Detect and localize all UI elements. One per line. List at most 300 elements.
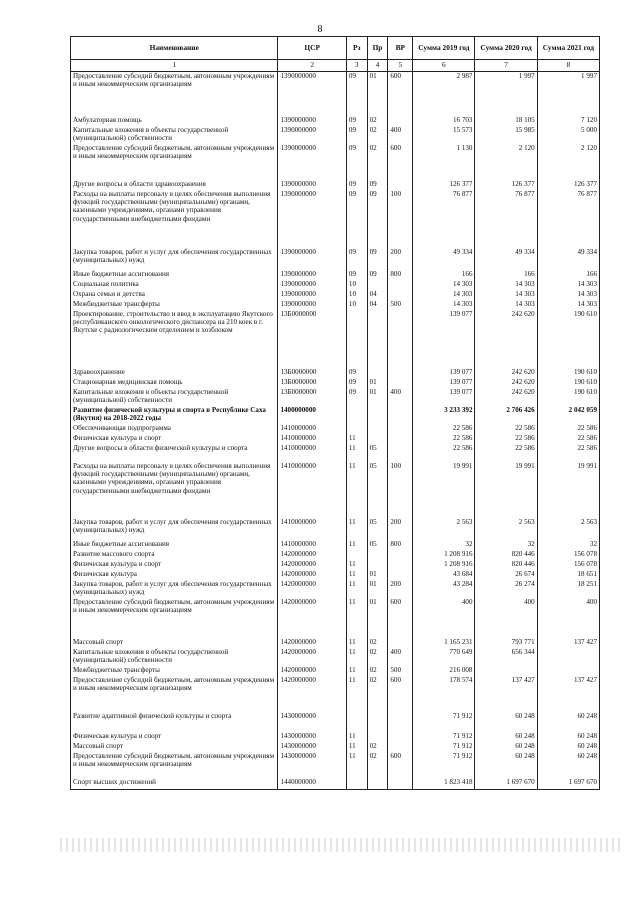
cell-pr <box>367 368 388 378</box>
cell-rz: 11 <box>346 638 367 648</box>
column-number: 1 <box>71 60 278 72</box>
cell-name: Закупка товаров, работ и услуг для обеспечения государственных (муниципальных) нужд <box>71 580 278 598</box>
cell-csr: 1430000000 <box>278 712 346 732</box>
cell-csr: 1420000000 <box>278 598 346 638</box>
table-row <box>71 290 600 300</box>
cell-pr: 02 <box>367 752 388 778</box>
table-row <box>71 270 600 280</box>
cell-csr: 1420000000 <box>278 560 346 570</box>
cell-rz: 09 <box>346 116 367 126</box>
cell-sum-2021: 5 000 <box>537 126 599 144</box>
cell-vr: 400 <box>388 126 413 144</box>
cell-pr <box>367 434 388 444</box>
cell-rz: 11 <box>346 580 367 598</box>
table-row <box>71 144 600 180</box>
header-csr: ЦСР <box>278 37 346 60</box>
cell-vr: 200 <box>388 518 413 540</box>
cell-name: Физическая культура и спорт <box>71 560 278 570</box>
cell-pr <box>367 424 388 434</box>
cell-sum-2019: 1 823 418 <box>413 778 475 790</box>
cell-sum-2020: 242 620 <box>475 310 537 368</box>
cell-name: Социальная политика <box>71 280 278 290</box>
cell-pr <box>367 778 388 790</box>
cell-name: Межбюджетные трансферты <box>71 666 278 676</box>
cell-sum-2020: 1 997 <box>475 72 537 116</box>
cell-pr: 04 <box>367 300 388 310</box>
cell-rz: 09 <box>346 368 367 378</box>
cell-sum-2019: 1 130 <box>413 144 475 180</box>
table-row <box>71 190 600 248</box>
cell-sum-2021: 32 <box>537 540 599 550</box>
cell-sum-2021: 1 697 670 <box>537 778 599 790</box>
cell-sum-2019: 71 912 <box>413 742 475 752</box>
cell-sum-2020: 820 446 <box>475 550 537 560</box>
cell-rz <box>346 550 367 560</box>
cell-rz: 09 <box>346 180 367 190</box>
cell-sum-2019: 71 912 <box>413 732 475 742</box>
cell-csr: 1420000000 <box>278 580 346 598</box>
cell-vr <box>388 280 413 290</box>
cell-sum-2021: 400 <box>537 598 599 638</box>
table-row <box>71 406 600 424</box>
cell-name: Предоставление субсидий бюджетным, автономным учреждениям и иным некоммерческим организациям <box>71 676 278 712</box>
cell-rz <box>346 778 367 790</box>
cell-name: Обеспечивающая подпрограмма <box>71 424 278 434</box>
cell-name: Здравоохранение <box>71 368 278 378</box>
cell-sum-2021: 2 042 059 <box>537 406 599 424</box>
header-pr: Пр <box>367 37 388 60</box>
cell-name: Стационарная медицинская помощь <box>71 378 278 388</box>
cell-rz: 09 <box>346 248 367 270</box>
cell-sum-2021: 18 651 <box>537 570 599 580</box>
cell-sum-2019: 19 991 <box>413 462 475 518</box>
cell-sum-2019: 76 877 <box>413 190 475 248</box>
cell-rz: 09 <box>346 144 367 180</box>
cell-sum-2019: 2 563 <box>413 518 475 540</box>
cell-pr <box>367 712 388 732</box>
cell-sum-2020: 242 620 <box>475 388 537 406</box>
cell-name: Предоставление субсидий бюджетным, автономным учреждениям и иным некоммерческим организациям <box>71 598 278 638</box>
cell-rz: 11 <box>346 540 367 550</box>
cell-vr: 100 <box>388 462 413 518</box>
table-row <box>71 126 600 144</box>
cell-csr: 1390000000 <box>278 126 346 144</box>
cell-pr: 04 <box>367 290 388 300</box>
cell-sum-2020: 2 706 426 <box>475 406 537 424</box>
cell-csr: 1390000000 <box>278 300 346 310</box>
table-body <box>71 72 600 790</box>
cell-sum-2020: 19 991 <box>475 462 537 518</box>
table-row <box>71 638 600 648</box>
cell-vr: 600 <box>388 72 413 116</box>
table-row <box>71 732 600 742</box>
cell-sum-2019: 22 586 <box>413 434 475 444</box>
cell-csr: 1390000000 <box>278 248 346 270</box>
cell-sum-2021 <box>537 648 599 666</box>
cell-pr: 02 <box>367 638 388 648</box>
cell-sum-2019: 15 573 <box>413 126 475 144</box>
cell-sum-2021: 60 248 <box>537 712 599 732</box>
cell-sum-2021 <box>537 666 599 676</box>
cell-name: Физическая культура <box>71 570 278 580</box>
column-number: 8 <box>537 60 599 72</box>
cell-csr: 1390000000 <box>278 290 346 300</box>
cell-pr: 02 <box>367 648 388 666</box>
cell-sum-2019: 139 077 <box>413 310 475 368</box>
cell-pr <box>367 560 388 570</box>
cell-sum-2019: 43 284 <box>413 580 475 598</box>
cell-sum-2021: 2 120 <box>537 144 599 180</box>
cell-sum-2019: 14 303 <box>413 300 475 310</box>
cell-sum-2019: 43 684 <box>413 570 475 580</box>
table-row <box>71 116 600 126</box>
table-row <box>71 598 600 638</box>
cell-pr: 01 <box>367 570 388 580</box>
cell-sum-2020: 22 586 <box>475 424 537 434</box>
cell-sum-2020 <box>475 666 537 676</box>
cell-vr: 400 <box>388 648 413 666</box>
cell-sum-2019: 1 165 231 <box>413 638 475 648</box>
cell-sum-2020: 49 334 <box>475 248 537 270</box>
cell-sum-2019: 71 912 <box>413 712 475 732</box>
cell-vr <box>388 712 413 732</box>
cell-sum-2019: 1 208 916 <box>413 560 475 570</box>
cell-csr: 13Б0000000 <box>278 310 346 368</box>
cell-rz: 11 <box>346 752 367 778</box>
cell-sum-2021: 19 991 <box>537 462 599 518</box>
cell-sum-2019: 22 586 <box>413 424 475 434</box>
cell-pr <box>367 310 388 368</box>
cell-pr: 02 <box>367 742 388 752</box>
table-row <box>71 310 600 368</box>
cell-rz <box>346 712 367 732</box>
cell-csr: 1410000000 <box>278 462 346 518</box>
cell-sum-2020: 1 697 670 <box>475 778 537 790</box>
cell-pr <box>367 732 388 742</box>
table-row <box>71 424 600 434</box>
cell-vr: 800 <box>388 540 413 550</box>
cell-sum-2019: 16 703 <box>413 116 475 126</box>
cell-csr: 1420000000 <box>278 676 346 712</box>
table-row <box>71 280 600 290</box>
cell-rz: 09 <box>346 126 367 144</box>
cell-sum-2021: 60 248 <box>537 742 599 752</box>
table-row <box>71 300 600 310</box>
cell-sum-2020: 793 771 <box>475 638 537 648</box>
table-row <box>71 712 600 732</box>
header-sum-2020: Сумма 2020 год <box>475 37 537 60</box>
cell-vr: 500 <box>388 300 413 310</box>
cell-name: Охрана семьи и детства <box>71 290 278 300</box>
cell-csr: 1410000000 <box>278 518 346 540</box>
cell-rz: 11 <box>346 444 367 462</box>
cell-csr: 1430000000 <box>278 742 346 752</box>
cell-csr: 1410000000 <box>278 424 346 434</box>
cell-csr: 13Б0000000 <box>278 388 346 406</box>
cell-sum-2020: 26 674 <box>475 570 537 580</box>
cell-sum-2019: 126 377 <box>413 180 475 190</box>
cell-sum-2021: 60 248 <box>537 752 599 778</box>
page-number: 8 <box>317 24 323 35</box>
table-row <box>71 666 600 676</box>
table-row <box>71 444 600 462</box>
cell-csr: 1420000000 <box>278 648 346 666</box>
cell-csr: 1400000000 <box>278 406 346 424</box>
cell-rz: 11 <box>346 570 367 580</box>
cell-pr: 05 <box>367 462 388 518</box>
table-row <box>71 550 600 560</box>
table-row <box>71 752 600 778</box>
cell-sum-2020: 14 303 <box>475 290 537 300</box>
cell-name: Закупка товаров, работ и услуг для обеспечения государственных (муниципальных) нужд <box>71 518 278 540</box>
cell-rz: 11 <box>346 518 367 540</box>
cell-vr: 400 <box>388 388 413 406</box>
cell-sum-2019: 139 077 <box>413 388 475 406</box>
cell-name: Расходы на выплаты персоналу в целях обеспечения выполнения функций государственными (муниципальными) органами, казенными учреждениями, органами управления государственными внебюджетными фондами <box>71 190 278 248</box>
cell-name: Развитие адаптивной физической культуры и спорта <box>71 712 278 732</box>
cell-sum-2021: 166 <box>537 270 599 280</box>
cell-sum-2019: 2 987 <box>413 72 475 116</box>
cell-rz: 09 <box>346 388 367 406</box>
cell-name: Капитальные вложения в объекты государственной (муниципальной) собственности <box>71 126 278 144</box>
cell-vr <box>388 180 413 190</box>
cell-sum-2021: 126 377 <box>537 180 599 190</box>
cell-csr: 1390000000 <box>278 144 346 180</box>
cell-pr: 05 <box>367 444 388 462</box>
cell-vr <box>388 560 413 570</box>
budget-table <box>70 36 600 790</box>
cell-rz <box>346 310 367 368</box>
cell-sum-2021: 190 610 <box>537 388 599 406</box>
header-sum-2019: Сумма 2019 год <box>413 37 475 60</box>
cell-name: Проектирование, строительство и ввод в эксплуатацию Якутского республиканского онкологического диспансера на 210 коек в г. Якутске с радиологическим отделением и хозблоком <box>71 310 278 368</box>
cell-rz: 11 <box>346 462 367 518</box>
cell-vr <box>388 444 413 462</box>
cell-csr: 1420000000 <box>278 638 346 648</box>
cell-vr <box>388 116 413 126</box>
cell-sum-2021: 14 303 <box>537 300 599 310</box>
cell-sum-2021: 2 563 <box>537 518 599 540</box>
table-row <box>71 580 600 598</box>
cell-pr <box>367 280 388 290</box>
cell-sum-2019: 71 912 <box>413 752 475 778</box>
cell-vr: 600 <box>388 598 413 638</box>
cell-csr: 1420000000 <box>278 666 346 676</box>
cell-vr <box>388 310 413 368</box>
cell-pr: 01 <box>367 72 388 116</box>
cell-sum-2020: 242 620 <box>475 378 537 388</box>
cell-sum-2020: 18 105 <box>475 116 537 126</box>
cell-rz: 10 <box>346 290 367 300</box>
cell-sum-2019: 22 586 <box>413 444 475 462</box>
cell-sum-2019: 1 208 916 <box>413 550 475 560</box>
cell-sum-2020: 820 446 <box>475 560 537 570</box>
cell-sum-2020: 26 274 <box>475 580 537 598</box>
cell-sum-2019: 216 008 <box>413 666 475 676</box>
cell-rz: 09 <box>346 378 367 388</box>
cell-sum-2021: 156 078 <box>537 550 599 560</box>
cell-sum-2021: 190 610 <box>537 378 599 388</box>
cell-pr: 02 <box>367 116 388 126</box>
table-row <box>71 368 600 378</box>
cell-vr: 200 <box>388 248 413 270</box>
cell-pr: 02 <box>367 666 388 676</box>
cell-sum-2021: 14 303 <box>537 280 599 290</box>
cell-csr: 1390000000 <box>278 190 346 248</box>
cell-sum-2019: 14 303 <box>413 290 475 300</box>
cell-vr: 200 <box>388 580 413 598</box>
header-vr: ВР <box>388 37 413 60</box>
cell-sum-2021: 137 427 <box>537 638 599 648</box>
cell-rz: 11 <box>346 742 367 752</box>
cell-name: Расходы на выплаты персоналу в целях обеспечения выполнения функций государственными (муниципальными) органами, казенными учреждениями, органами управления государственными внебюджетными фондами <box>71 462 278 518</box>
cell-vr <box>388 742 413 752</box>
cell-sum-2020: 15 985 <box>475 126 537 144</box>
cell-vr <box>388 434 413 444</box>
cell-pr: 09 <box>367 248 388 270</box>
cell-vr <box>388 378 413 388</box>
cell-vr <box>388 570 413 580</box>
table-row <box>71 742 600 752</box>
cell-rz: 11 <box>346 434 367 444</box>
cell-name: Иные бюджетные ассигнования <box>71 540 278 550</box>
cell-name: Спорт высших достижений <box>71 778 278 790</box>
column-number: 3 <box>346 60 367 72</box>
cell-sum-2019: 49 334 <box>413 248 475 270</box>
cell-rz: 11 <box>346 598 367 638</box>
cell-vr: 600 <box>388 144 413 180</box>
table-row <box>71 72 600 116</box>
cell-pr: 02 <box>367 676 388 712</box>
cell-sum-2019: 32 <box>413 540 475 550</box>
cell-sum-2021: 22 586 <box>537 424 599 434</box>
table-row <box>71 462 600 518</box>
table-row <box>71 518 600 540</box>
cell-csr: 1390000000 <box>278 72 346 116</box>
cell-sum-2019: 166 <box>413 270 475 280</box>
cell-sum-2020: 22 586 <box>475 434 537 444</box>
cell-vr <box>388 406 413 424</box>
cell-name: Иные бюджетные ассигнования <box>71 270 278 280</box>
table-row <box>71 248 600 270</box>
column-number: 4 <box>367 60 388 72</box>
scan-artifact <box>60 838 620 852</box>
cell-rz: 09 <box>346 72 367 116</box>
cell-csr: 1390000000 <box>278 180 346 190</box>
cell-csr: 1420000000 <box>278 570 346 580</box>
cell-sum-2021: 18 251 <box>537 580 599 598</box>
column-number: 2 <box>278 60 346 72</box>
cell-csr: 1390000000 <box>278 280 346 290</box>
cell-name: Развитие физической культуры и спорта в Республике Саха (Якутия) на 2018-2022 годы <box>71 406 278 424</box>
cell-sum-2021: 14 303 <box>537 290 599 300</box>
cell-rz: 09 <box>346 270 367 280</box>
cell-vr <box>388 550 413 560</box>
cell-pr: 02 <box>367 144 388 180</box>
cell-name: Капитальные вложения в объекты государственной (муниципальной) собственности <box>71 388 278 406</box>
cell-sum-2020: 2 120 <box>475 144 537 180</box>
cell-sum-2020: 14 303 <box>475 300 537 310</box>
cell-sum-2020: 22 586 <box>475 444 537 462</box>
cell-pr: 01 <box>367 580 388 598</box>
cell-pr: 09 <box>367 270 388 280</box>
cell-pr: 09 <box>367 190 388 248</box>
cell-vr: 600 <box>388 752 413 778</box>
cell-sum-2019: 14 303 <box>413 280 475 290</box>
cell-sum-2021: 137 427 <box>537 676 599 712</box>
cell-sum-2020: 2 563 <box>475 518 537 540</box>
cell-rz <box>346 406 367 424</box>
cell-name: Развитие массового спорта <box>71 550 278 560</box>
table-header <box>71 37 600 72</box>
cell-csr: 13Б0000000 <box>278 378 346 388</box>
table-row <box>71 388 600 406</box>
cell-sum-2021: 156 078 <box>537 560 599 570</box>
cell-sum-2020: 76 877 <box>475 190 537 248</box>
header-rz: Рз <box>346 37 367 60</box>
table-row <box>71 378 600 388</box>
column-number: 6 <box>413 60 475 72</box>
cell-csr: 1410000000 <box>278 434 346 444</box>
cell-vr: 500 <box>388 666 413 676</box>
cell-rz: 11 <box>346 732 367 742</box>
cell-csr: 1390000000 <box>278 116 346 126</box>
cell-sum-2021: 22 586 <box>537 434 599 444</box>
cell-sum-2020: 60 248 <box>475 732 537 742</box>
header-name: Наименование <box>71 37 278 60</box>
table-row <box>71 560 600 570</box>
cell-sum-2020: 60 248 <box>475 712 537 732</box>
header-sum-2021: Сумма 2021 год <box>537 37 599 60</box>
cell-rz <box>346 424 367 434</box>
cell-name: Закупка товаров, работ и услуг для обеспечения государственных (муниципальных) нужд <box>71 248 278 270</box>
cell-name: Предоставление субсидий бюджетным, автономным учреждениям и иным некоммерческим организациям <box>71 144 278 180</box>
cell-pr: 09 <box>367 180 388 190</box>
cell-pr: 01 <box>367 378 388 388</box>
table-row <box>71 180 600 190</box>
cell-sum-2020: 60 248 <box>475 752 537 778</box>
cell-sum-2021: 1 997 <box>537 72 599 116</box>
cell-vr: 800 <box>388 270 413 280</box>
cell-vr <box>388 638 413 648</box>
cell-sum-2020: 126 377 <box>475 180 537 190</box>
cell-name: Предоставление субсидий бюджетным, автономным учреждениям и иным некоммерческим организациям <box>71 752 278 778</box>
cell-name: Другие вопросы в области физической культуры и спорта <box>71 444 278 462</box>
cell-sum-2021: 22 586 <box>537 444 599 462</box>
table-row <box>71 648 600 666</box>
cell-csr: 13Б0000000 <box>278 368 346 378</box>
cell-sum-2020: 60 248 <box>475 742 537 752</box>
cell-csr: 1430000000 <box>278 732 346 742</box>
cell-pr <box>367 406 388 424</box>
cell-sum-2019: 770 649 <box>413 648 475 666</box>
cell-rz: 11 <box>346 560 367 570</box>
column-number: 7 <box>475 60 537 72</box>
cell-name: Межбюджетные трансферты <box>71 300 278 310</box>
cell-sum-2020: 242 620 <box>475 368 537 378</box>
cell-csr: 1420000000 <box>278 550 346 560</box>
table-row <box>71 540 600 550</box>
cell-sum-2021: 60 248 <box>537 732 599 742</box>
cell-sum-2020: 32 <box>475 540 537 550</box>
cell-sum-2019: 400 <box>413 598 475 638</box>
cell-name: Амбулаторная помощь <box>71 116 278 126</box>
table-row <box>71 778 600 790</box>
cell-vr: 100 <box>388 190 413 248</box>
cell-sum-2021: 7 120 <box>537 116 599 126</box>
cell-rz: 09 <box>346 190 367 248</box>
cell-pr <box>367 550 388 560</box>
